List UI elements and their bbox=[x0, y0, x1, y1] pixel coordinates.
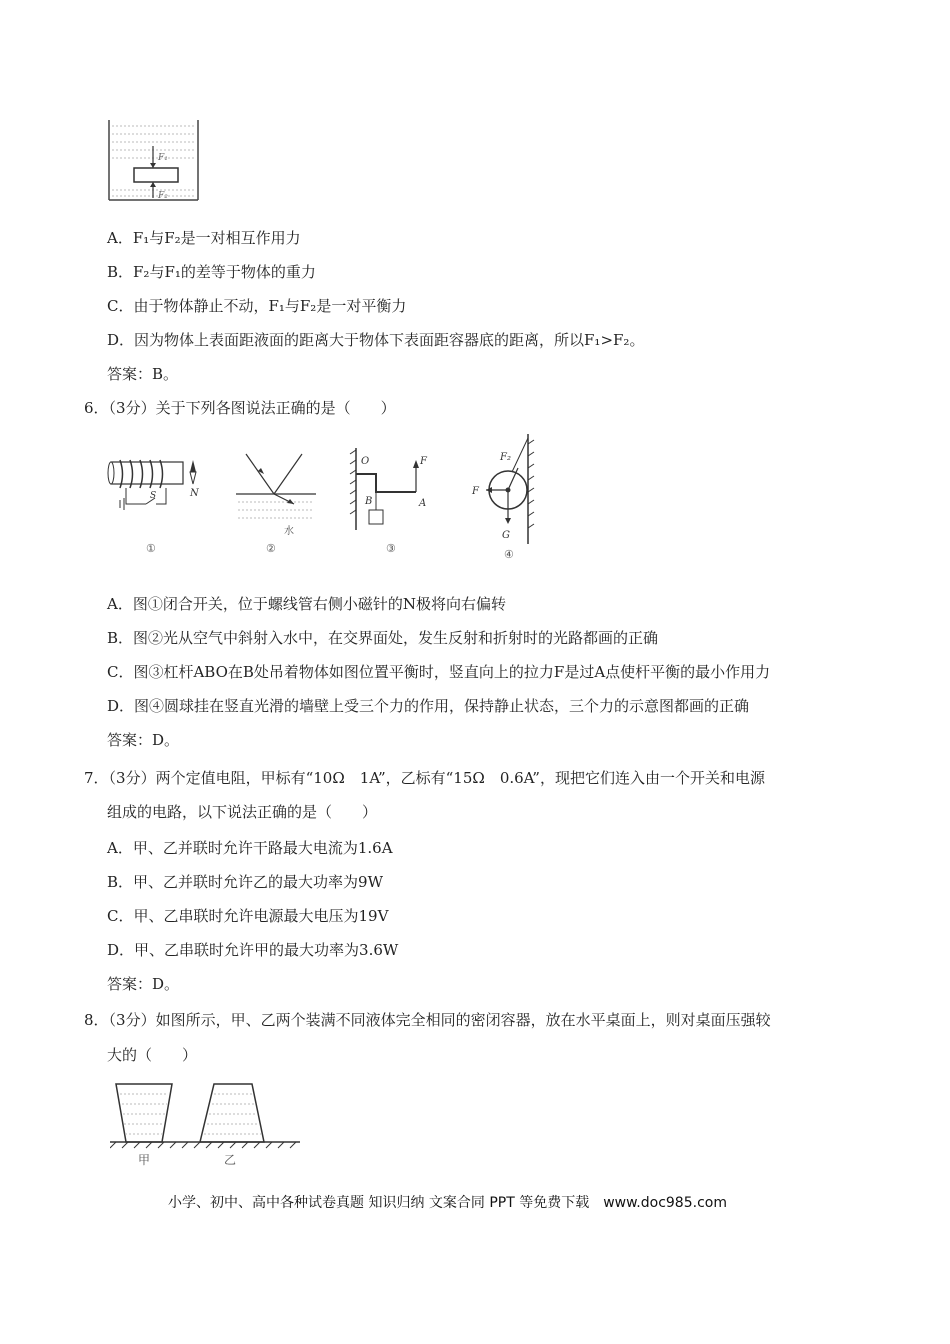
fig3-a-label: A bbox=[419, 498, 427, 509]
fig1-n-label: N bbox=[190, 488, 199, 499]
q5-answer: 答案：B。 bbox=[107, 365, 179, 383]
q6-option-a: A．图①闭合开关，位于螺线管右侧小磁针的N极将向右偏转 bbox=[107, 595, 506, 613]
fig4-ball bbox=[471, 434, 534, 561]
q7-option-d: D．甲、乙串联时允许甲的最大功率为3.6W bbox=[107, 941, 399, 959]
q8-figure bbox=[110, 1080, 310, 1176]
fig4-g-label: G bbox=[502, 530, 510, 541]
q6-option-b: B．图②光从空气中斜射入水中，在交界面处，发生反射和折射时的光路都画的正确 bbox=[107, 629, 659, 647]
q5-option-c: C．由于物体静止不动，F₁与F₂是一对平衡力 bbox=[107, 297, 407, 315]
fig2-caption: ② bbox=[266, 543, 276, 555]
q5-figure bbox=[106, 118, 206, 204]
jia-label: 甲 bbox=[138, 1153, 151, 1167]
q6-option-c: C．图③杠杆ABO在B处吊着物体如图位置平衡时，竖直向上的拉力F是过A点使杆平衡的最小作用力 bbox=[107, 663, 771, 681]
yi-label: 乙 bbox=[224, 1153, 237, 1167]
page-footer: 小学、初中、高中各种试卷真题 知识归纳 文案合同 PPT 等免费下载 www.doc985.com bbox=[168, 1195, 727, 1211]
q5-option-b: B．F₂与F₁的差等于物体的重力 bbox=[107, 263, 316, 281]
fig4-caption: ④ bbox=[504, 549, 514, 561]
fig2-water-label: 水 bbox=[284, 526, 294, 537]
q7-stem-line1: 7．（3分）两个定值电阻，甲标有“10Ω 1A”，乙标有“15Ω 0.6A”，现把它们连入由一个开关和电源 bbox=[84, 769, 765, 787]
q6-answer: 答案：D。 bbox=[107, 731, 180, 749]
q7-option-b: B．甲、乙并联时允许乙的最大功率为9W bbox=[107, 873, 383, 891]
q8-stem-line1: 8．（3分）如图所示，甲、乙两个装满不同液体完全相同的密闭容器，放在水平桌面上，则对桌面压强较 bbox=[84, 1011, 771, 1029]
q6-option-d: D．图④圆球挂在竖直光滑的墙壁上受三个力的作用，保持静止状态，三个力的示意图都画的正确 bbox=[107, 697, 750, 715]
fig4-f2-label: F₂ bbox=[500, 452, 511, 463]
fig1-caption: ① bbox=[146, 543, 156, 555]
fig2-refraction bbox=[236, 454, 316, 555]
fig3-lever bbox=[350, 448, 428, 555]
q7-option-a: A．甲、乙并联时允许干路最大电流为1.6A bbox=[107, 839, 393, 857]
q7-option-c: C．甲、乙串联时允许电源最大电压为19V bbox=[107, 907, 389, 925]
fig3-f-label: F bbox=[420, 456, 427, 467]
q6-figure bbox=[106, 434, 566, 566]
q5-option-a: A．F₁与F₂是一对相互作用力 bbox=[107, 229, 301, 247]
fig3-caption: ③ bbox=[386, 543, 396, 555]
q7-stem-line2: 组成的电路，以下说法正确的是（ ） bbox=[107, 803, 378, 821]
q5-option-d: D．因为物体上表面距液面的距离大于物体下表面距容器底的距离，所以F₁>F₂。 bbox=[107, 331, 645, 349]
f2-label: F₂ bbox=[158, 191, 168, 201]
fig3-o-label: O bbox=[361, 456, 370, 467]
q8-stem-line2: 大的（ ） bbox=[107, 1046, 198, 1064]
fig1-solenoid bbox=[108, 460, 200, 555]
fig3-b-label: B bbox=[365, 496, 373, 507]
q7-answer: 答案：D。 bbox=[107, 975, 180, 993]
fig1-s-label: S bbox=[150, 491, 157, 501]
q6-stem: 6．（3分）关于下列各图说法正确的是（ ） bbox=[84, 399, 396, 417]
fig4-f-label: F bbox=[472, 486, 479, 497]
f1-label: F₁ bbox=[158, 153, 168, 163]
